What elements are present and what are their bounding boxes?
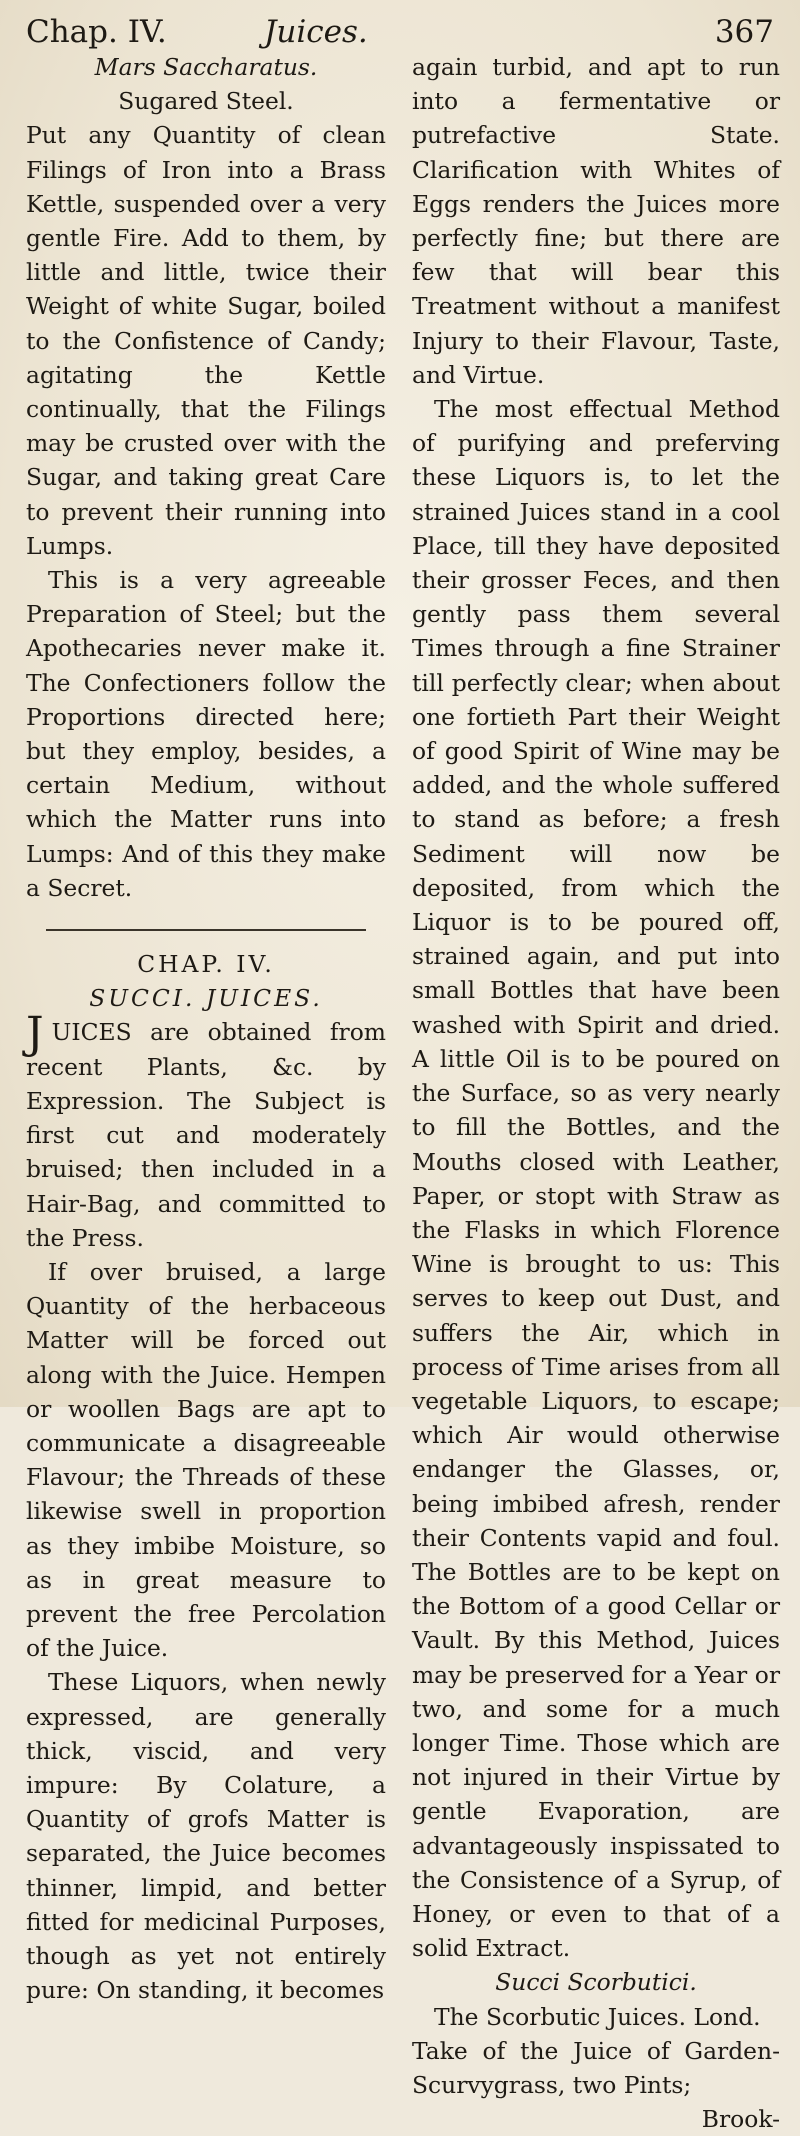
paragraph: Put any Quantity of clean Filings of Iron into a Brass Kettle, suspended over a very gentle Fire. Add to them, by little and little, twice their Weight of white Sugar, boiled to the Confistence of Candy; agitating the Kettle continually, that the Filings may be crusted over with the Sugar, and taking great Care to prevent their running into Lumps. (26, 121, 386, 560)
paragraph: Take of the Juice of Garden-Scurvygrass, two Pints; (412, 2036, 780, 2099)
paragraph: again turbid, and apt to run into a fermentative or putrefactive State. Clarification with Whites of Eggs renders the Juices more perfectly fine; but there are few that will bear this Treatment without a manifest Injury to their Flavour, Taste, and Virtue. (412, 53, 780, 389)
chapter-label: Chap. IV. (26, 14, 167, 50)
section-subtitle: Sugared Steel. (118, 87, 294, 116)
running-header (26, 10, 780, 54)
left-column (26, 50, 386, 2007)
paragraph (26, 1008, 386, 1254)
drop-capital: J (26, 1008, 44, 1060)
catchword: Brook- (701, 2105, 780, 2134)
page-number: 367 (714, 14, 774, 50)
running-title: Juices. (264, 14, 368, 50)
chapter-heading: CHAP. IV. (137, 950, 275, 979)
paragraph: These Liquors, when newly expressed, are generally thick, viscid, and very impure: By Colature, a Quantity of grofs Matter is separated, the Juice becomes thinner, limpid, and better fitted for medicinal Purposes, though as yet not entirely pure: On standing, it becomes (26, 1668, 386, 2005)
paragraph-text: UICES are obtained from recent Plants, &c. by Expression. The Subject is first cut and moderately bruised; then included in a Hair-Bag, and committed to the Press. (26, 1018, 386, 1252)
chapter-subheading: SUCCI. JUICES. (89, 984, 323, 1013)
section-subtitle: The Scorbutic Juices. Lond. (434, 2002, 761, 2031)
section-title: Succi Scorbutici. (495, 1968, 697, 1997)
section-divider (46, 929, 366, 931)
paragraph: The most effectual Method of purifying and preferving these Liquors is, to let the strained Juices stand in a cool Place, till they have deposited their grosser Feces, and then gently pass them several Times through a fine Strainer till perfectly clear; when about one fortieth Part their Weight of good Spirit of Wine may be added, and the whole suffered to stand as before; a fresh Sediment will now be deposited, from which the Liquor is to be poured off, strained again, and put into small Bottles that have been washed with Spirit and dried. A little Oil is to be poured on the Surface, so as very nearly to fill the Bottles, and the Mouths closed with Leather, Paper, or stopt with Straw as the Flasks in which Florence Wine is brought to us: This serves to keep out Dust, and suffers the Air, which in process of Time arises from all vegetable Liquors, to escape; which Air would otherwise endanger the Glasses, or, being imbibed afresh, render their Contents vapid and foul. The Bottles are to be kept on the Bottom of a good Cellar or Vault. By this Method, Juices may be preserved for a Year or two, and some for a much longer Time. Those which are not injured in their Virtue by gentle Evaporation, are advantageously inspissated to the Consistence of a Syrup, of Honey, or even to that of a solid Extract. (412, 395, 780, 1963)
right-column (412, 50, 780, 2136)
paragraph: If over bruised, a large Quantity of the herbaceous Matter will be forced out along with the Juice. Hempen or woollen Bags are apt to communicate a disagreeable Flavour; the Threads of these likewise swell in proportion as they imbibe Moisture, so as in great measure to prevent the free Percolation of the Juice. (26, 1257, 386, 1663)
section-title: Mars Saccharatus. (94, 53, 318, 81)
paragraph: This is a very agreeable Preparation of Steel; but the Apothecaries never make it. The Confectioners follow the Proportions directed here; but they employ, besides, a certain Medium, without which the Matter runs into Lumps: And of this they make a Secret. (26, 566, 386, 902)
